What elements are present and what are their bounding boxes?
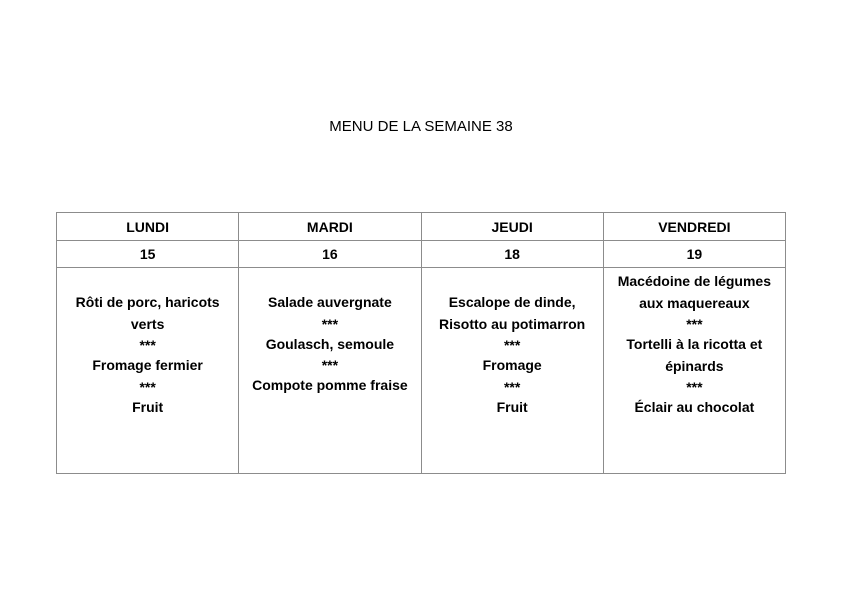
dish-item: Escalope de dinde, Risotto au potimarron — [439, 294, 586, 332]
course-separator: *** — [139, 378, 156, 395]
date-vendredi: 19 — [603, 241, 785, 268]
dish-item: Compote pomme fraise — [252, 377, 408, 393]
course-separator: *** — [321, 357, 339, 373]
dish-item: Salade auvergnate — [268, 294, 392, 310]
weekly-menu-table — [56, 212, 786, 474]
dish-item: Fruit — [132, 398, 164, 415]
dish-item: Tortelli à la ricotta et épinards — [626, 336, 763, 374]
course-separator: *** — [503, 337, 521, 353]
day-header-row — [57, 213, 786, 241]
dishes-row — [57, 268, 786, 474]
course-separator: *** — [686, 316, 703, 332]
course-separator: *** — [686, 379, 703, 395]
dishes-mardi — [239, 268, 421, 474]
dishes-jeudi — [421, 268, 603, 474]
date-jeudi: 18 — [421, 241, 603, 268]
page-title: MENU DE LA SEMAINE 38 — [329, 118, 513, 135]
course-separator: *** — [139, 337, 156, 353]
dish-item: Fromage — [482, 357, 542, 373]
dishes-lundi — [57, 268, 239, 474]
dish-item: Macédoine de légumes aux maquereaux — [617, 273, 772, 311]
date-lundi: 15 — [57, 241, 239, 268]
dish-item: Éclair au chocolat — [634, 399, 755, 415]
date-mardi: 16 — [239, 241, 421, 268]
date-row — [57, 241, 786, 268]
course-separator: *** — [503, 378, 521, 395]
dish-item: Fruit — [496, 398, 528, 415]
day-header-vendredi: VENDREDI — [603, 213, 785, 241]
dish-item: Rôti de porc, haricots verts — [75, 294, 220, 332]
dish-item: Fromage fermier — [92, 357, 203, 373]
course-separator: *** — [321, 315, 339, 332]
day-header-mardi: MARDI — [239, 213, 421, 241]
dishes-vendredi — [603, 268, 785, 474]
dish-item: Goulasch, semoule — [265, 335, 395, 352]
day-header-jeudi: JEUDI — [421, 213, 603, 241]
day-header-lundi: LUNDI — [57, 213, 239, 241]
